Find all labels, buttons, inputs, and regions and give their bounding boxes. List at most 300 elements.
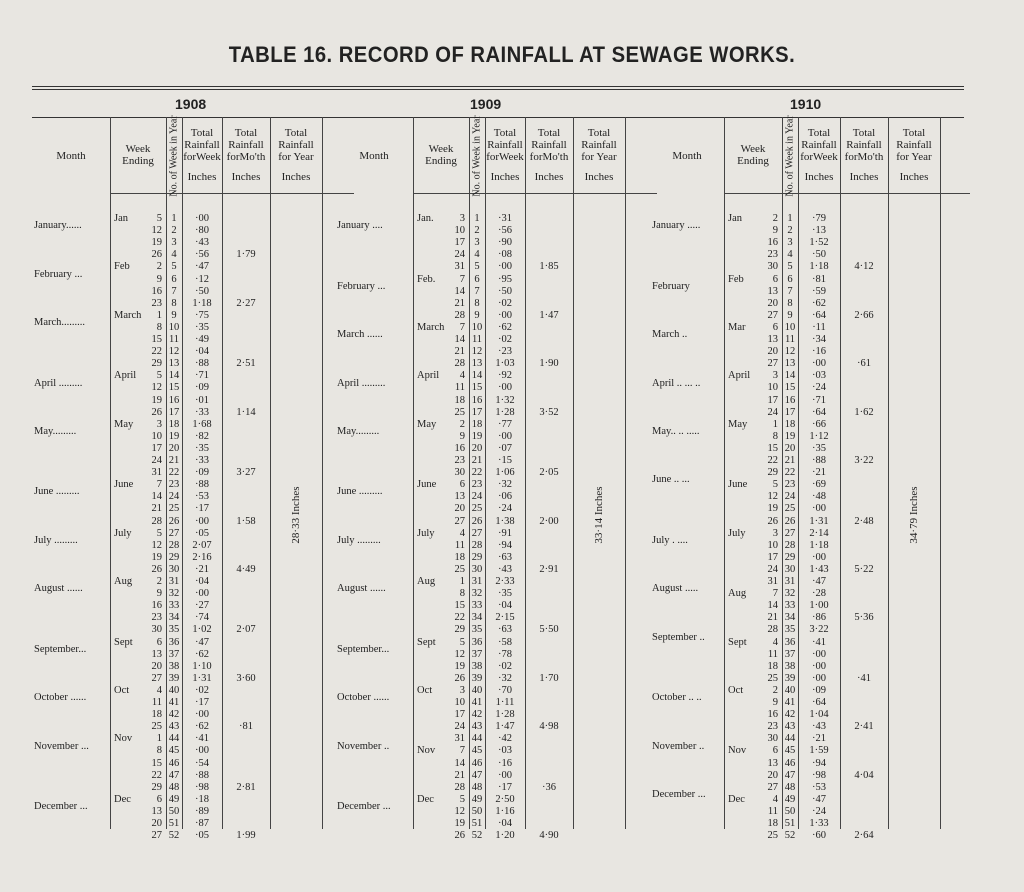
week-month-abbr: Aug — [114, 576, 133, 587]
week-number: 30 — [471, 563, 483, 575]
week-day: 11 — [454, 382, 465, 394]
month-total: ·81 — [239, 721, 253, 733]
week-day: 5 — [156, 370, 162, 382]
week-rainfall: ·00 — [812, 503, 826, 515]
week-month-abbr: Sept — [114, 636, 133, 648]
week-day: 18 — [767, 818, 778, 829]
week-number: 42 — [784, 709, 796, 721]
week-rainfall: ·08 — [498, 249, 512, 261]
week-number: 12 — [784, 346, 796, 358]
week-number: 49 — [784, 793, 796, 805]
week-day: 31 — [151, 467, 162, 479]
header-line: Rainfall — [531, 139, 567, 151]
week-day: 22 — [151, 346, 162, 358]
week-rainfall: ·95 — [498, 273, 512, 285]
week-number: 38 — [168, 660, 180, 672]
total-week-header — [182, 127, 222, 183]
week-number: 34 — [784, 612, 796, 624]
week-day: 30 — [151, 624, 162, 636]
week-rainfall: ·09 — [195, 467, 209, 479]
column-divider — [625, 117, 626, 829]
week-number: 12 — [168, 346, 180, 358]
week-rainfall: ·98 — [195, 781, 209, 793]
week-rainfall: ·02 — [195, 684, 209, 696]
week-number: 33 — [471, 600, 483, 612]
week-rainfall: 1·59 — [809, 745, 829, 757]
week-day: 30 — [454, 467, 465, 479]
week-day: 22 — [151, 769, 162, 781]
week-number: 34 — [168, 612, 180, 624]
week-number: 10 — [471, 321, 483, 333]
week-rainfall: ·59 — [812, 285, 826, 297]
week-day: 13 — [767, 334, 778, 345]
week-month-abbr: July — [728, 527, 746, 539]
week-month-abbr: Dec — [114, 793, 131, 805]
week-day: 13 — [767, 285, 778, 297]
week-rainfall: ·21 — [195, 563, 209, 575]
week-day: 2 — [156, 576, 162, 587]
week-day: 5 — [156, 527, 162, 539]
month-name: February ... — [34, 268, 83, 280]
week-number: 32 — [168, 588, 180, 600]
week-number: 5 — [787, 261, 793, 273]
week-day: 3 — [772, 527, 778, 539]
week-number: 45 — [784, 745, 796, 757]
week-number: 13 — [168, 358, 180, 370]
header-line: Rainfall — [184, 139, 220, 151]
week-day: 21 — [454, 769, 465, 781]
month-name: February ... — [337, 280, 386, 292]
week-rainfall: ·13 — [812, 225, 826, 237]
week-day: 10 — [767, 539, 778, 551]
week-rainfall: ·79 — [812, 213, 826, 224]
month-name: April ......... — [337, 377, 386, 389]
month-name: March .. — [652, 329, 688, 341]
week-rainfall: ·56 — [498, 225, 512, 237]
header-rule — [110, 193, 354, 194]
week-day: 27 — [151, 672, 162, 684]
header-rule — [413, 193, 657, 194]
week-day: 6 — [772, 273, 778, 285]
week-rainfall: 1·11 — [495, 697, 515, 708]
week-day: 21 — [151, 503, 162, 515]
week-day: 2 — [156, 261, 162, 273]
week-rainfall: ·48 — [812, 491, 826, 503]
week-number: 46 — [784, 757, 796, 769]
header-line: Rainfall — [278, 139, 314, 151]
week-rainfall: ·98 — [812, 769, 826, 781]
total-year-header — [270, 127, 322, 183]
week-rainfall: 1·31 — [809, 515, 829, 527]
week-day: 15 — [151, 757, 162, 769]
week-month-abbr: May — [728, 418, 748, 430]
week-rainfall: 1·18 — [192, 297, 212, 309]
week-day: 11 — [151, 697, 162, 708]
week-rainfall: ·00 — [812, 358, 826, 370]
week-rainfall: ·28 — [812, 588, 826, 600]
week-number: 25 — [471, 503, 483, 515]
week-number: 27 — [471, 527, 483, 539]
week-number: 42 — [168, 709, 180, 721]
week-number: 37 — [471, 648, 483, 660]
week-rainfall: 1·02 — [192, 624, 212, 636]
month-total: 2·00 — [539, 515, 559, 527]
header-line: Inches — [187, 171, 217, 183]
week-number: 26 — [168, 515, 180, 527]
month-total: 2·66 — [854, 309, 874, 321]
week-number: 7 — [171, 285, 177, 297]
month-name: September... — [34, 643, 87, 655]
week-day: 27 — [767, 309, 778, 321]
week-number: 51 — [168, 818, 180, 829]
week-day: 8 — [459, 588, 465, 600]
week-month-abbr: May — [114, 418, 134, 430]
week-day: 7 — [156, 479, 162, 491]
week-rainfall: ·00 — [812, 660, 826, 672]
week-rainfall: ·00 — [498, 430, 512, 442]
week-rainfall: ·00 — [498, 309, 512, 321]
month-name: August ..... — [652, 583, 699, 595]
week-day: 28 — [767, 624, 778, 636]
month-total: 1·85 — [539, 261, 559, 273]
week-rainfall: 1·20 — [495, 830, 515, 842]
week-day: 12 — [151, 225, 162, 237]
week-day: 23 — [767, 721, 778, 733]
week-rainfall: ·62 — [812, 297, 826, 309]
week-number: 32 — [784, 588, 796, 600]
week-day: 26 — [767, 515, 778, 527]
week-number: 28 — [471, 539, 483, 551]
month-name: July . .... — [652, 534, 688, 546]
week-day: 23 — [151, 297, 162, 309]
week-rainfall: ·24 — [812, 382, 826, 394]
week-month-abbr: Oct — [114, 684, 130, 696]
week-rainfall: ·00 — [195, 213, 209, 224]
week-number: 24 — [471, 491, 483, 503]
week-number: 44 — [784, 733, 796, 745]
week-month-abbr: April — [114, 370, 137, 382]
week-number: 30 — [168, 563, 180, 575]
week-rainfall: ·62 — [195, 648, 209, 660]
week-rainfall: ·42 — [498, 733, 512, 745]
week-number: 8 — [171, 297, 177, 309]
week-number: 11 — [168, 334, 180, 345]
week-number: 26 — [784, 515, 796, 527]
month-total: 2·91 — [539, 563, 559, 575]
header-line: Inches — [899, 171, 929, 183]
week-number: 45 — [471, 745, 483, 757]
month-name: May......... — [34, 425, 77, 437]
column-divider — [322, 117, 323, 829]
week-rainfall: ·70 — [498, 684, 512, 696]
week-rainfall: ·82 — [195, 430, 209, 442]
week-day: 25 — [454, 563, 465, 575]
week-number: 43 — [471, 721, 483, 733]
week-month-abbr: April — [417, 370, 440, 382]
week-day: 1 — [772, 418, 778, 430]
week-number: 18 — [784, 418, 796, 430]
week-rainfall: ·43 — [498, 563, 512, 575]
total-year-header — [888, 127, 940, 183]
week-rainfall: ·74 — [195, 612, 209, 624]
week-rainfall: 1·47 — [495, 721, 515, 733]
week-number: 6 — [474, 273, 480, 285]
header-line: Week — [125, 143, 151, 155]
total-year-header — [573, 127, 625, 183]
week-number: 3 — [787, 237, 793, 249]
week-number: 3 — [474, 237, 480, 249]
week-day: 16 — [151, 285, 162, 297]
week-rainfall: ·71 — [812, 394, 826, 406]
week-number: 43 — [784, 721, 796, 733]
month-name: January .... — [337, 220, 383, 232]
week-rainfall: ·94 — [812, 757, 826, 769]
month-header: Month — [359, 150, 389, 162]
week-rainfall: ·17 — [195, 503, 209, 515]
year-label: 1908 — [175, 96, 207, 112]
week-month-abbr: Sept — [728, 636, 747, 648]
header-line: Total — [234, 127, 258, 139]
week-rainfall: ·64 — [812, 406, 826, 418]
week-rainfall: ·04 — [498, 600, 512, 612]
week-day: 4 — [772, 793, 778, 805]
week-day: 7 — [459, 273, 465, 285]
week-number: 40 — [168, 684, 180, 696]
month-total: 1·62 — [854, 406, 874, 418]
week-number: 4 — [171, 249, 177, 261]
month-total: 1·79 — [236, 249, 256, 261]
header-text: No. of Week in Year — [168, 115, 180, 197]
week-number: 34 — [471, 612, 483, 624]
week-day: 24 — [151, 455, 162, 466]
week-number: 51 — [784, 818, 796, 829]
week-day: 18 — [454, 394, 465, 406]
header-line: Total — [493, 127, 517, 139]
year-section — [335, 115, 657, 842]
week-number: 9 — [474, 309, 480, 321]
week-number: 7 — [474, 285, 480, 297]
week-number: 41 — [784, 697, 796, 708]
week-rainfall: 1·52 — [809, 237, 829, 249]
week-ending-header — [110, 143, 166, 167]
week-number: 10 — [784, 321, 796, 333]
week-number: 31 — [168, 576, 180, 587]
week-rainfall: 2·15 — [495, 612, 515, 624]
week-number: 9 — [787, 309, 793, 321]
week-rainfall: ·05 — [195, 527, 209, 539]
week-rainfall: ·94 — [498, 539, 512, 551]
header-line: Rainfall — [846, 139, 882, 151]
week-day: 18 — [454, 551, 465, 563]
week-day: 12 — [151, 539, 162, 551]
total-month-header — [525, 127, 573, 183]
week-rainfall: ·88 — [195, 769, 209, 781]
week-day: 27 — [151, 830, 162, 842]
week-number: 17 — [471, 406, 483, 418]
week-rainfall: ·88 — [812, 455, 826, 466]
week-number: 46 — [471, 757, 483, 769]
week-number: 33 — [168, 600, 180, 612]
week-day: 9 — [772, 225, 778, 237]
week-number-header — [470, 115, 484, 197]
week-number: 29 — [471, 551, 483, 563]
week-number: 12 — [471, 346, 483, 358]
header-line: Week — [740, 143, 766, 155]
header-line: Inches — [490, 171, 520, 183]
week-day: 27 — [767, 358, 778, 370]
month-total: ·61 — [857, 358, 871, 370]
header-line: for Year — [896, 151, 932, 163]
week-number: 19 — [471, 430, 483, 442]
week-day: 27 — [767, 781, 778, 793]
week-rainfall: ·50 — [498, 285, 512, 297]
header-line: forWeek — [800, 151, 838, 163]
year-total: 33·14 Inches — [593, 486, 605, 544]
week-day: 17 — [767, 551, 778, 563]
week-number: 8 — [787, 297, 793, 309]
header-text: No. of Week in Year — [784, 115, 796, 197]
week-rainfall: 1·00 — [809, 600, 829, 612]
week-rainfall: ·47 — [195, 636, 209, 648]
week-month-abbr: Oct — [417, 684, 433, 696]
week-number: 36 — [168, 636, 180, 648]
week-number: 27 — [168, 527, 180, 539]
week-number: 39 — [471, 672, 483, 684]
week-day: 8 — [156, 745, 162, 757]
week-number: 28 — [168, 539, 180, 551]
header-line: Rainfall — [228, 139, 264, 151]
week-day: 30 — [767, 261, 778, 273]
week-day: 14 — [151, 491, 162, 503]
week-number: 35 — [471, 624, 483, 636]
week-number: 23 — [471, 479, 483, 491]
week-day: 17 — [454, 709, 465, 721]
month-name: May......... — [337, 425, 380, 437]
week-rainfall: ·58 — [498, 636, 512, 648]
month-total: 2·64 — [854, 830, 874, 842]
week-day: 28 — [454, 358, 465, 370]
month-header: Month — [56, 150, 86, 162]
week-day: 14 — [767, 600, 778, 612]
header-line: forWeek — [486, 151, 524, 163]
total-month-header — [840, 127, 888, 183]
week-day: 25 — [767, 830, 778, 842]
week-rainfall: ·63 — [498, 624, 512, 636]
week-number: 1 — [171, 213, 177, 224]
month-name: November .. — [337, 740, 390, 752]
week-day: 19 — [454, 818, 465, 829]
week-number: 23 — [784, 479, 796, 491]
week-day: 11 — [767, 648, 778, 660]
week-rainfall: ·04 — [195, 576, 209, 587]
month-total: 2·48 — [854, 515, 874, 527]
week-day: 30 — [767, 733, 778, 745]
week-rainfall: ·02 — [498, 297, 512, 309]
week-number: 5 — [474, 261, 480, 273]
week-day: 17 — [151, 442, 162, 454]
month-name: October ...... — [337, 692, 390, 704]
week-rainfall: ·41 — [195, 733, 209, 745]
month-total: 1·99 — [236, 830, 256, 842]
week-rainfall: ·88 — [195, 479, 209, 491]
week-day: 21 — [454, 297, 465, 309]
month-total: 2·81 — [236, 781, 256, 793]
week-rainfall: ·49 — [195, 334, 209, 345]
week-rainfall: ·00 — [195, 588, 209, 600]
month-name: December ... — [652, 788, 706, 800]
week-rainfall: ·54 — [195, 757, 209, 769]
week-rainfall: 1·16 — [495, 805, 515, 817]
header-text: No. of Week in Year — [471, 115, 483, 197]
week-number: 31 — [471, 576, 483, 587]
header-rule — [724, 193, 970, 194]
week-day: 12 — [151, 382, 162, 394]
week-day: 26 — [454, 672, 465, 684]
week-number: 41 — [471, 697, 483, 708]
week-number: 42 — [471, 709, 483, 721]
week-number: 15 — [471, 382, 483, 394]
month-total: 3·52 — [539, 406, 559, 418]
week-number: 2 — [171, 225, 177, 237]
week-rainfall: ·63 — [498, 551, 512, 563]
week-rainfall: ·33 — [195, 455, 209, 466]
week-day: 1 — [459, 576, 465, 587]
week-day: 2 — [772, 684, 778, 696]
week-rainfall: ·32 — [498, 479, 512, 491]
week-rainfall: 1·32 — [495, 394, 515, 406]
week-rainfall: ·62 — [498, 321, 512, 333]
week-rainfall: ·43 — [812, 721, 826, 733]
column-divider — [940, 117, 941, 829]
week-rainfall: ·02 — [498, 334, 512, 345]
week-day: 17 — [767, 394, 778, 406]
year-total: 28·33 Inches — [290, 486, 302, 544]
week-number: 50 — [168, 805, 180, 817]
week-day: 29 — [767, 467, 778, 479]
week-rainfall: ·18 — [195, 793, 209, 805]
week-day: 7 — [459, 321, 465, 333]
week-month-abbr: Nov — [417, 745, 436, 757]
week-day: 16 — [767, 237, 778, 249]
week-number: 14 — [471, 370, 483, 382]
week-rainfall: ·64 — [812, 697, 826, 708]
month-total: ·36 — [542, 781, 556, 793]
week-number: 39 — [784, 672, 796, 684]
week-rainfall: ·35 — [498, 588, 512, 600]
week-number: 1 — [787, 213, 793, 224]
month-total: 1·90 — [539, 358, 559, 370]
week-day: 23 — [767, 249, 778, 261]
week-rainfall: ·71 — [195, 370, 209, 382]
week-number: 29 — [784, 551, 796, 563]
week-day: 1 — [156, 309, 162, 321]
week-day: 27 — [454, 515, 465, 527]
week-number: 43 — [168, 721, 180, 733]
week-rainfall: ·50 — [195, 285, 209, 297]
header-line: Inches — [849, 171, 879, 183]
month-name: November .. — [652, 740, 705, 752]
month-total: 4·98 — [539, 721, 559, 733]
week-day: 20 — [767, 346, 778, 358]
total-month-header — [222, 127, 270, 183]
week-day: 20 — [767, 297, 778, 309]
week-number: 47 — [168, 769, 180, 781]
week-number: 20 — [471, 442, 483, 454]
week-number: 51 — [471, 818, 483, 829]
header-line: for Year — [581, 151, 617, 163]
week-day: 28 — [151, 515, 162, 527]
week-month-abbr: June — [728, 479, 748, 491]
